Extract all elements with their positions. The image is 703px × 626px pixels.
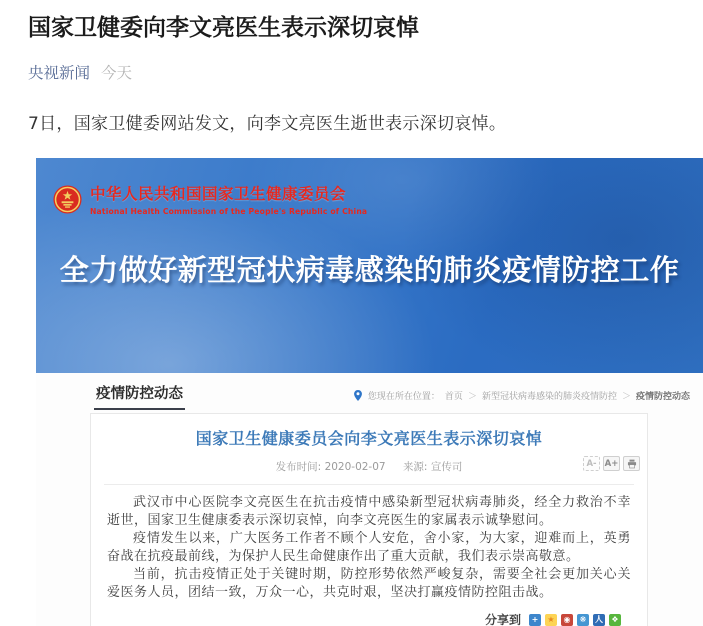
tencent-weibo-icon: ❋	[577, 614, 589, 626]
byline	[28, 61, 675, 83]
site-section-head	[36, 373, 703, 410]
publish-date: 2020-02-07	[324, 461, 386, 473]
breadcrumb-current: 疫情防控动态	[635, 392, 690, 402]
share-row	[117, 611, 621, 626]
lead-paragraph: 7日，国家卫健委网站发文，向李文亮医生逝世表示深切哀悼。	[28, 114, 507, 135]
printer-icon	[627, 459, 637, 469]
text-size-controls	[583, 456, 640, 471]
source-label: 来源:	[402, 461, 428, 473]
share-more-icon: +	[529, 614, 541, 626]
nhc-blue-banner	[36, 158, 703, 373]
breadcrumb-section: 新型冠状病毒感染的肺炎疫情防控	[481, 392, 617, 402]
nhc-article-card	[90, 413, 648, 626]
nhc-org-row	[53, 182, 367, 216]
font-smaller-button: A-	[583, 456, 600, 471]
embedded-nhc-screenshot-image[interactable]	[36, 158, 703, 626]
page-title: 国家卫健委向李文亮医生表示深切哀悼	[28, 15, 419, 41]
body-paragraph: 武汉市中心医院李文亮医生在抗击疫情中感染新型冠状病毒肺炎，经全力救治不幸逝世，国家卫生健康委表示深切哀悼，向李文亮医生的家属表示诚挚慰问。	[107, 495, 631, 528]
qzone-icon: ★	[545, 614, 557, 626]
section-heading: 疫情防控动态	[94, 382, 185, 410]
source-account-link[interactable]: 央视新闻	[28, 64, 91, 83]
nhc-org-name-en: National Health Commission of the People's Republic of China	[90, 207, 368, 216]
sina-weibo-icon: ◉	[561, 614, 573, 626]
breadcrumb	[354, 389, 690, 410]
source-meta	[403, 461, 462, 473]
nhc-site-section	[36, 373, 703, 626]
location-pin-icon	[354, 390, 362, 401]
share-label: 分享到	[484, 613, 521, 626]
font-larger-button: A+	[603, 456, 620, 471]
publish-meta	[276, 461, 389, 473]
breadcrumb-home: 首页	[444, 392, 463, 402]
nhc-org-names	[90, 182, 367, 216]
nhc-org-name-cn: 中华人民共和国国家卫生健康委员会	[90, 185, 347, 203]
nhc-article-meta	[91, 459, 647, 476]
national-emblem-icon	[53, 185, 82, 214]
source-department: 宣传司	[430, 461, 463, 473]
body-paragraph: 疫情发生以来，广大医务工作者不顾个人安危，舍小家，为大家，迎难而上，英勇奋战在抗疫最前线，为保护人民生命健康作出了重大贡献，我们表示崇高敬意。	[107, 531, 631, 564]
banner-slogan: 全力做好新型冠状病毒感染的肺炎疫情防控工作	[59, 253, 680, 287]
nhc-article-body	[107, 494, 631, 602]
nhc-article-title: 国家卫生健康委员会向李文亮医生表示深切哀悼	[195, 429, 543, 448]
renren-icon: 人	[595, 614, 603, 624]
body-paragraph: 当前，抗击疫情正处于关键时期，防控形势依然严峻复杂，需要全社会更加关心关爱医务人员，团结一致，万众一心，共克时艰，坚决打赢疫情防控阻击战。	[107, 567, 631, 600]
breadcrumb-label: 您现在所在位置：	[367, 392, 440, 402]
publish-time: 今天	[101, 64, 133, 83]
card-divider	[104, 484, 634, 485]
publish-label: 发布时间:	[275, 461, 322, 473]
wechat-icon: ❖	[609, 614, 621, 626]
breadcrumb-separator: ＞	[467, 392, 477, 402]
breadcrumb-separator: ＞	[621, 392, 631, 402]
print-button	[623, 456, 640, 471]
